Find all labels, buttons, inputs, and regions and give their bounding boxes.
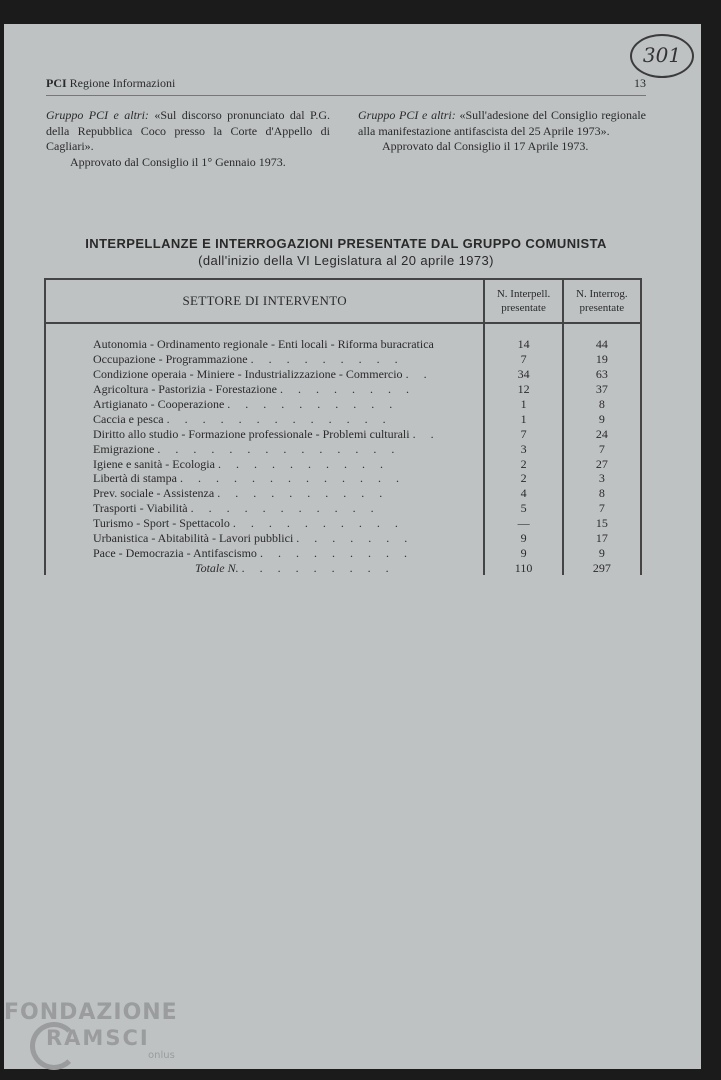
- interpell-count: 5: [484, 501, 562, 516]
- sector-label: Occupazione - Programmazione: [93, 352, 248, 367]
- leader-dots: . . . . . . . . . . .: [190, 501, 380, 516]
- sector-label-cell: [45, 367, 484, 382]
- interrog-count: 15: [563, 516, 641, 531]
- sector-label-cell: [45, 441, 484, 456]
- sector-label-cell: [45, 337, 484, 352]
- table-title: [46, 235, 646, 269]
- header-publication: Regione Informazioni: [69, 76, 176, 90]
- table-row: [45, 352, 641, 367]
- table-row: [45, 441, 641, 456]
- header-interrog-line2: presentate: [579, 302, 625, 314]
- table-spacer-row: [45, 323, 641, 337]
- interpell-count: 12: [484, 382, 562, 397]
- table-row: [45, 382, 641, 397]
- sector-label: Agricoltura - Pastorizia - Forestazione: [93, 382, 277, 397]
- sector-label-cell: [45, 471, 484, 486]
- header-interpell-line1: N. Interpell.: [496, 288, 551, 300]
- sector-label-cell: [45, 397, 484, 412]
- leader-dots: . . . . . . . . .: [259, 545, 413, 560]
- sector-label-cell: [45, 516, 484, 531]
- sector-label: Autonomia - Ordinamento regionale - Enti locali - Riforma buracratica: [93, 337, 434, 352]
- note-right-text: «Sull'adesione del Consiglio regionale alla manifestazione antifascista del 25 Aprile 1973».: [358, 108, 647, 138]
- leader-dots: . .: [405, 367, 433, 382]
- interrog-count: 8: [563, 486, 641, 501]
- watermark-line1: FONDAZIONE: [4, 1000, 178, 1025]
- leader-dots: . . . . . . . .: [279, 382, 415, 397]
- interpell-count: 7: [484, 426, 562, 441]
- document-page: [4, 24, 701, 1069]
- sector-label: Prev. sociale - Assistenza: [93, 486, 215, 501]
- interpell-count: 34: [484, 367, 562, 382]
- sector-label: Condizione operaia - Miniere - Industrializzazione - Commercio: [93, 367, 403, 382]
- note-right-approved: Approvato dal Consiglio il 17 Aprile 1973.: [382, 139, 589, 153]
- table-row: [45, 337, 641, 352]
- sector-label: Libertà di stampa: [93, 471, 177, 486]
- sector-label: Caccia e pesca: [93, 411, 164, 426]
- table-row: [45, 531, 641, 546]
- interpell-count: —: [484, 516, 562, 531]
- header-interpell: [484, 279, 562, 323]
- sector-label-cell: [45, 501, 484, 516]
- sector-label: Pace - Democrazia - Antifascismo: [93, 545, 257, 560]
- interpell-count: 1: [484, 411, 562, 426]
- watermark-line3: onlus: [148, 1050, 175, 1061]
- table-row: [45, 456, 641, 471]
- table-row: [45, 501, 641, 516]
- table-row: [45, 486, 641, 501]
- table-row: [45, 426, 641, 441]
- table-row: [45, 367, 641, 382]
- sector-label: Artigianato - Cooperazione: [93, 397, 225, 411]
- interrog-count: 19: [563, 352, 641, 367]
- table-body: [45, 323, 641, 575]
- sector-label-cell: [45, 531, 484, 546]
- sector-label-cell: [45, 486, 484, 501]
- sector-label: Emigrazione: [93, 441, 155, 456]
- interpell-count: 3: [484, 441, 562, 456]
- header-interrog: [563, 279, 641, 323]
- leader-dots: . . . . . . .: [296, 531, 414, 546]
- leader-dots: . . . . . . . . . .: [227, 397, 399, 411]
- interpell-count: 4: [484, 486, 562, 501]
- table-title-main: INTERPELLANZE E INTERROGAZIONI PRESENTATE DAL GRUPPO COMUNISTA: [85, 236, 607, 251]
- interrog-count: 3: [563, 471, 641, 486]
- header-interpell-line2: presentate: [501, 302, 546, 314]
- leader-dots: . . . . . . . . . . . . .: [166, 411, 392, 426]
- interpell-count: 2: [484, 471, 562, 486]
- leader-dots: . . . . . . . . . . . . . .: [157, 441, 401, 456]
- interrog-count: 9: [563, 411, 641, 426]
- total-label: Totale N.: [195, 560, 239, 575]
- sector-label: Diritto allo studio - Formazione professionale - Problemi culturali: [93, 426, 410, 441]
- sector-label: Urbanistica - Abitabilità - Lavori pubblici: [93, 531, 294, 546]
- table-total-row: [45, 560, 641, 575]
- sector-label-cell: [45, 426, 484, 441]
- sector-label: Igiene e sanità - Ecologia: [93, 456, 215, 471]
- table-row: [45, 516, 641, 531]
- table-row: [45, 471, 641, 486]
- interrog-count: 44: [563, 337, 641, 352]
- fondazione-gramsci-watermark: [4, 1000, 178, 1061]
- interrog-count: 7: [563, 501, 641, 516]
- header-brand: PCI: [46, 76, 67, 90]
- interpell-count: 9: [484, 531, 562, 546]
- interpell-count: 9: [484, 545, 562, 560]
- leader-dots: . . . . . . . . .: [250, 352, 404, 367]
- note-left-text: «Sul discorso pronunciato dal P.G. della Repubblica Coco presso la Corte d'Appello di Cagliari».: [46, 108, 330, 153]
- table-row: [45, 397, 641, 412]
- sector-label-cell: [45, 352, 484, 367]
- interrog-count: 37: [563, 382, 641, 397]
- leader-dots: . . . . . . . . . . . . .: [179, 471, 405, 486]
- interrog-count: 8: [563, 397, 641, 412]
- table-row: [45, 411, 641, 426]
- leader-dots: . . . . . . . . . .: [217, 486, 389, 501]
- table-title-sub: (dall'inizio della VI Legislatura al 20 aprile 1973): [198, 253, 494, 268]
- total-label-cell: [45, 560, 484, 575]
- note-right: [358, 108, 646, 155]
- watermark-line2: RAMSCI: [46, 1026, 150, 1050]
- interpell-count: 110: [484, 560, 562, 575]
- note-left-author: Gruppo PCI e altri:: [46, 108, 149, 122]
- interrog-count: 9: [563, 545, 641, 560]
- page-header: [46, 76, 646, 96]
- statistics-table: [44, 278, 642, 575]
- leader-dots: . . . . . . . . . .: [217, 456, 389, 471]
- sector-label: Turismo - Sport - Spettacolo: [93, 516, 230, 531]
- interpell-count: 14: [484, 337, 562, 352]
- sector-label-cell: [45, 382, 484, 397]
- sector-label-cell: [45, 411, 484, 426]
- leader-dots: . . . . . . . . .: [241, 560, 395, 575]
- sector-label: Trasporti - Viabilità: [93, 501, 188, 516]
- note-left: [46, 108, 330, 170]
- table-header-row: [45, 279, 641, 323]
- interrog-count: 63: [563, 367, 641, 382]
- sector-label-cell: [45, 545, 484, 560]
- interrog-count: 17: [563, 531, 641, 546]
- interrog-count: 24: [563, 426, 641, 441]
- interrog-count: 297: [563, 560, 641, 575]
- interpell-count: 2: [484, 456, 562, 471]
- table-row: [45, 545, 641, 560]
- interrog-count: 7: [563, 441, 641, 456]
- handwritten-page-number: 301: [630, 34, 694, 78]
- sector-label-cell: [45, 456, 484, 471]
- interpell-count: 1: [484, 397, 562, 412]
- note-left-approved: Approvato dal Consiglio il 1° Gennaio 1973.: [70, 154, 286, 169]
- note-right-author: Gruppo PCI e altri:: [358, 108, 456, 122]
- header-settore: SETTORE DI INTERVENTO: [45, 279, 484, 323]
- interpell-count: 7: [484, 352, 562, 367]
- leader-dots: . . . . . . . . . .: [232, 516, 404, 531]
- header-interrog-line1: N. Interrog.: [576, 288, 628, 300]
- leader-dots: . .: [412, 426, 440, 441]
- page-number: 13: [634, 76, 646, 90]
- interrog-count: 27: [563, 456, 641, 471]
